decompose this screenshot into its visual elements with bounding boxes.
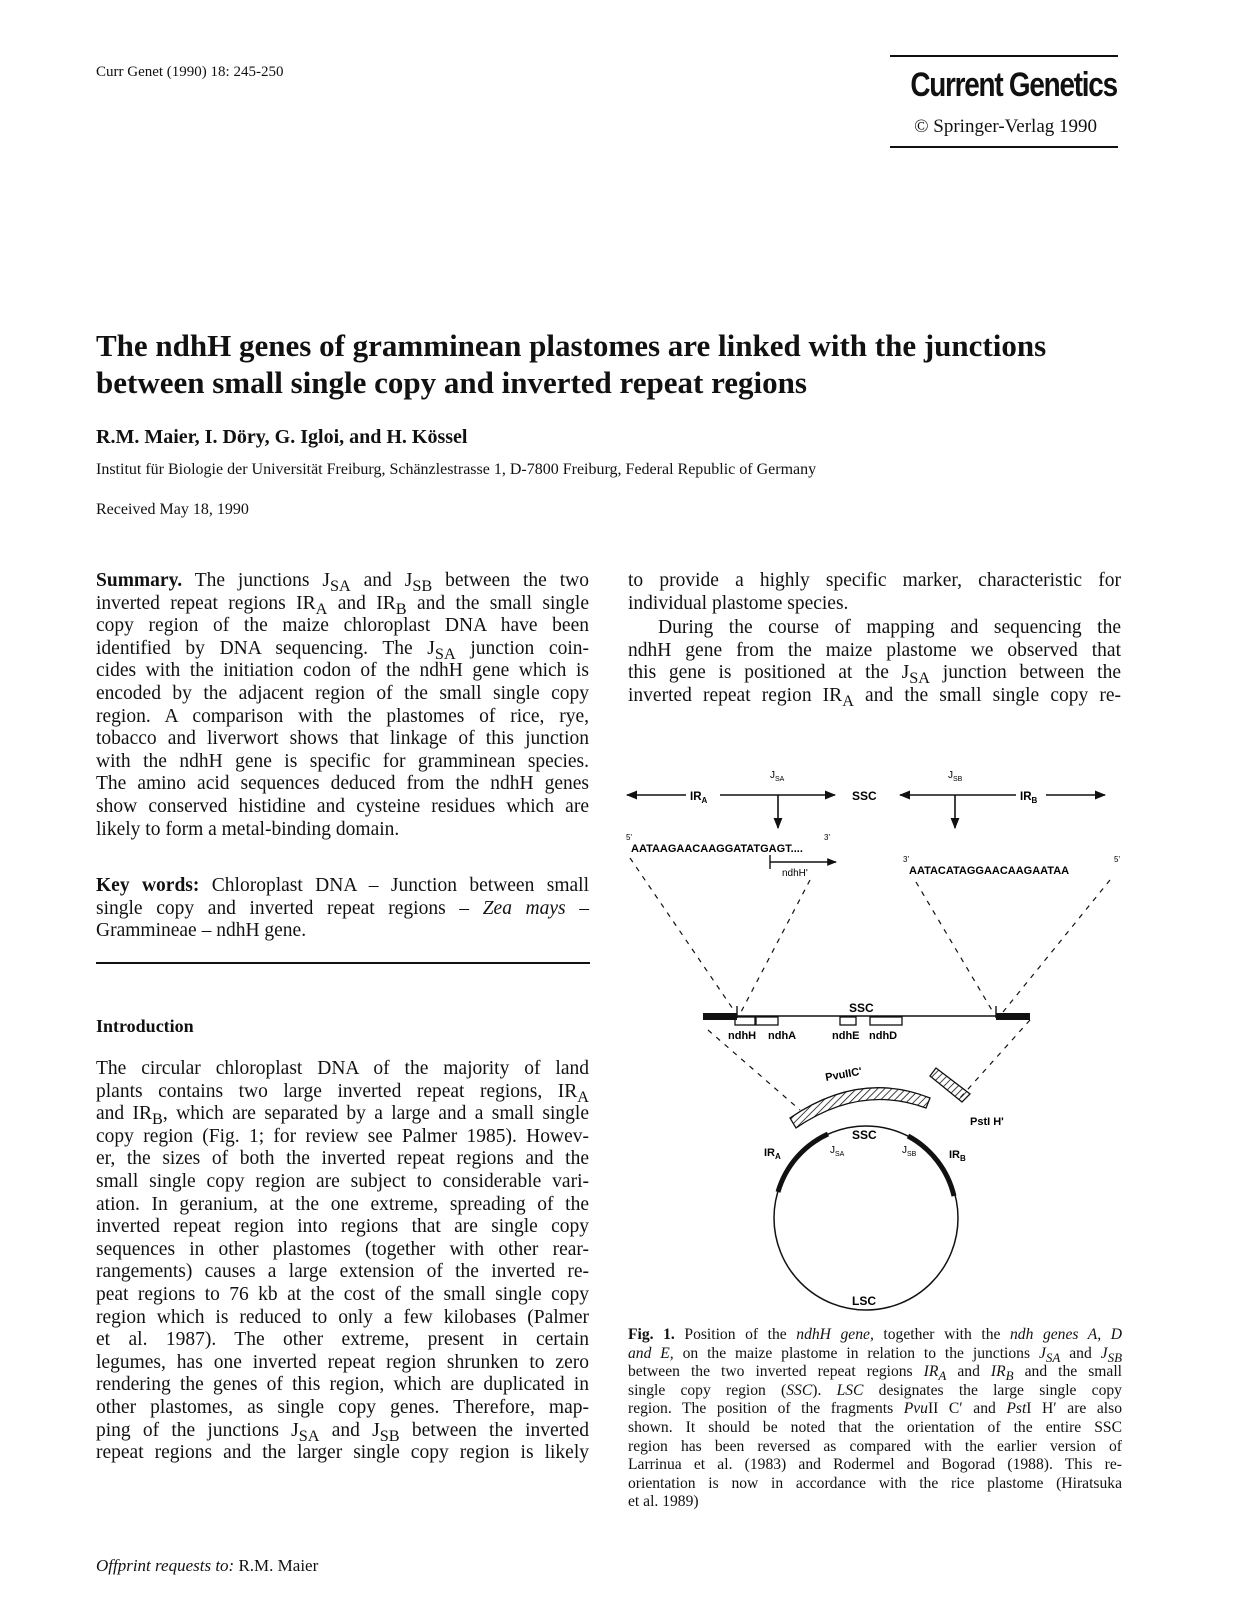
caption-line: between the two inverted repeat regions $IR_A$ and $IR_B$ and the small: [628, 1363, 1123, 1384]
gene-boxes: [735, 1017, 902, 1025]
jsb-circle-label: $J_{SB}$: [902, 1145, 917, 1158]
intro-line: copy region (Fig. 1; for review see Palmer 1985). Howev-: [96, 1125, 589, 1147]
intro-line: er, the sizes of both the inverted repeat regions and the: [96, 1148, 589, 1170]
jsa-top-label: $J_{SA}$: [770, 770, 785, 783]
header-rule-top: [890, 55, 1118, 57]
caption-line: orientation is now in accordance with the rice plastome (Hiratsuka: [628, 1474, 1122, 1492]
intro-line: peat regions to 76 kb at the cost of the small single copy: [96, 1283, 589, 1305]
offprint-name: R.M. Maier: [234, 1556, 319, 1575]
caption-line: region. The position of the fragments PvuII C′ and PstI H′ are also: [628, 1400, 1122, 1418]
seq-right-3prime: 3': [903, 855, 909, 864]
seq-left: AATAAGAACAAGGATATGAGT....: [631, 843, 803, 855]
irb-circle-label: $IR_B$: [949, 1149, 966, 1163]
summary-line: identified by DNA sequencing. The $J_{SA}$ junction coin-: [96, 637, 590, 663]
summary-line: likely to form a metal-binding domain.: [96, 818, 400, 840]
summary-line: tobacco and liverwort shows that linkage of this junction: [96, 728, 589, 750]
intro-line: ping of the junctions $J_{SA}$ and $J_{SB}$ between the inverted: [96, 1419, 589, 1445]
summary-line: with the ndhH gene is specific for gramminean species.: [96, 750, 589, 772]
irb-map-segment: [996, 1013, 1030, 1020]
seq-left-5prime: 5': [626, 833, 632, 842]
caption-line: single copy region (SSC). LSC designates the large single copy: [628, 1381, 1122, 1399]
article-affiliation: Institut für Biologie der Universität Freiburg, Schänzlestrasse 1, D-7800 Freiburg, Federal Republic of Germany: [96, 461, 817, 478]
intro-line: repeat regions and the larger single copy region is likely: [96, 1442, 589, 1464]
caption-line: shown. It should be noted that the orientation of the entire SSC: [628, 1418, 1122, 1436]
ssc-top-label: SSC: [852, 789, 877, 803]
intro-line: other plastomes, as single copy genes. Therefore, map-: [96, 1396, 589, 1418]
summary-line: show conserved histidine and cysteine residues which are: [96, 795, 589, 817]
lsc-circle-label: LSC: [852, 1294, 876, 1308]
caption-line: Fig. 1. Position of the ndhH gene, together with the ndh genes A, D: [628, 1326, 1123, 1343]
seq-left-3prime: 3': [824, 833, 830, 842]
summary-line: The amino acid sequences deduced from the ndhH genes: [96, 773, 589, 795]
received-date: Received May 18, 1990: [96, 501, 249, 518]
keywords-line: Gramminеae – ndhH gene.: [96, 920, 307, 942]
keywords-label: Key words:: [96, 875, 200, 896]
abstract-divider: [96, 962, 590, 964]
introduction-heading: Introduction: [96, 1016, 194, 1036]
ssc-circle-label: SSC: [852, 1128, 877, 1142]
pvuii-fragment: [790, 1088, 930, 1128]
intro-line: ation. In geranium, at the one extreme, spreading of the: [96, 1193, 589, 1215]
intro-line: and $IR_B$, which are separated by a large and a small single: [96, 1103, 589, 1129]
psti-fragment: [930, 1068, 970, 1102]
intro-line: region which is reduced to only a few kilobases (Palmer: [96, 1306, 589, 1328]
summary-label: Summary.: [96, 570, 183, 591]
figure-1-caption: [628, 1326, 1122, 1512]
journal-name: Current Genetics: [910, 66, 1117, 104]
right-line: During the course of mapping and sequencing the: [658, 617, 1121, 638]
offprint-requests: [96, 1556, 318, 1576]
caption-line: and E, on the maize plastome in relation to the junctions $J_{SA}$ and $J_{SB}$: [628, 1344, 1123, 1365]
ndhh-arrow-label: ndhH': [782, 868, 808, 879]
keywords-line: [96, 875, 589, 898]
journal-citation: Curr Genet (1990) 18: 245-250: [96, 64, 284, 80]
intro-line: inverted repeat region into regions that are single copy: [96, 1216, 589, 1238]
summary-line: copy region of the maize chloroplast DNA have been: [96, 615, 589, 637]
gene-label-ndhd: ndhD: [869, 1030, 898, 1042]
copyright: © Springer-Verlag 1990: [914, 116, 1097, 137]
right-column-paragraph-1: [628, 570, 1121, 615]
article-authors: R.M. Maier, I. Döry, G. Igloi, and H. Kössel: [96, 426, 468, 448]
article-title: The ndhH genes of gramminean plastomes are linked with the junctions between small single copy and inverted repeat regions: [96, 328, 1047, 400]
keywords-paragraph: [96, 875, 589, 943]
intro-line: et al. 1987). The other extreme, present in certain: [96, 1329, 589, 1351]
right-column-paragraph-2: [628, 617, 1121, 710]
intro-line: sequences in other plastomes (together with other rear-: [96, 1238, 589, 1260]
jsa-circle-label: $J_{SA}$: [830, 1145, 845, 1158]
intro-line: legumes, has one inverted repeat region shrunken to zero: [96, 1351, 589, 1373]
irb-circle-arc: [908, 1136, 954, 1196]
keywords-line: single copy and inverted repeat regions – Zea mays –: [96, 897, 590, 919]
offprint-label: Offprint requests to:: [96, 1556, 235, 1575]
header-rule-bottom: [890, 146, 1118, 148]
right-line: individual plastome species.: [628, 592, 849, 614]
summary-line: region. A comparison with the plastomes of rice, rye,: [96, 705, 589, 727]
seq-right-5prime: 5': [1114, 855, 1120, 864]
ira-circle-arc: [778, 1134, 828, 1192]
jsb-top-label: $J_{SB}$: [948, 770, 963, 783]
gene-label-ndha: ndhA: [768, 1030, 797, 1042]
ira-map-segment: [703, 1013, 737, 1020]
right-line: to provide a highly specific marker, characteristic for: [628, 570, 1121, 591]
introduction-paragraph: [96, 1058, 589, 1465]
intro-line: plants contains two large inverted repeat regions, $IR_A$: [96, 1080, 589, 1106]
caption-line: region has been reversed as compared with the earlier version of: [628, 1437, 1122, 1455]
right-line: ndhH gene from the maize plastome we observed that: [628, 639, 1121, 661]
psti-label: PstI H': [970, 1116, 1004, 1128]
right-line: this gene is positioned at the $J_{SA}$ junction between the: [628, 662, 1121, 688]
intro-line: rendering the genes of this region, which are duplicated in: [96, 1374, 589, 1396]
intro-line: The circular chloroplast DNA of the majority of land: [96, 1058, 589, 1079]
summary-line: inverted repeat regions $IR_A$ and $IR_B$ and the small single: [96, 592, 589, 618]
irb-top-label: $IR_B$: [1020, 791, 1038, 805]
gene-label-ndhh: ndhH: [728, 1030, 757, 1042]
summary-line: encoded by the adjacent region of the small single copy: [96, 682, 589, 704]
summary-line: cides with the initiation codon of the ndhH gene which is: [96, 660, 589, 682]
ira-top-label: $IR_A$: [690, 791, 708, 805]
intro-line: rangements) causes a large extension of the inverted re-: [96, 1261, 589, 1283]
intro-line: small single copy region are subject to considerable vari-: [96, 1170, 589, 1192]
summary-line: [96, 570, 589, 593]
summary-paragraph: [96, 570, 589, 841]
summary-line-text: The junctions $J_{SA}$ and $J_{SB}$ between the two: [182, 570, 589, 595]
gene-label-ndhe: ndhE: [832, 1030, 860, 1042]
zoom-dashed-lines: [630, 858, 1110, 1110]
figure-1-diagram: [612, 758, 1122, 1318]
caption-line: Larrinua et al. (1983) and Rodermel and Bogorad (1988). This re-: [628, 1456, 1122, 1474]
right-line: inverted repeat region $IR_A$ and the small single copy re-: [628, 684, 1121, 710]
ira-circle-label: $IR_A$: [764, 1147, 781, 1161]
caption-line: et al. 1989): [628, 1493, 699, 1511]
pvuii-label: PvuIIC': [824, 1065, 863, 1084]
ssc-map-label: SSC: [849, 1001, 874, 1015]
keywords-line-text: Chloroplast DNA – Junction between small: [199, 875, 589, 896]
seq-right: AATACATAGGAACAAGAATAA: [909, 865, 1070, 877]
